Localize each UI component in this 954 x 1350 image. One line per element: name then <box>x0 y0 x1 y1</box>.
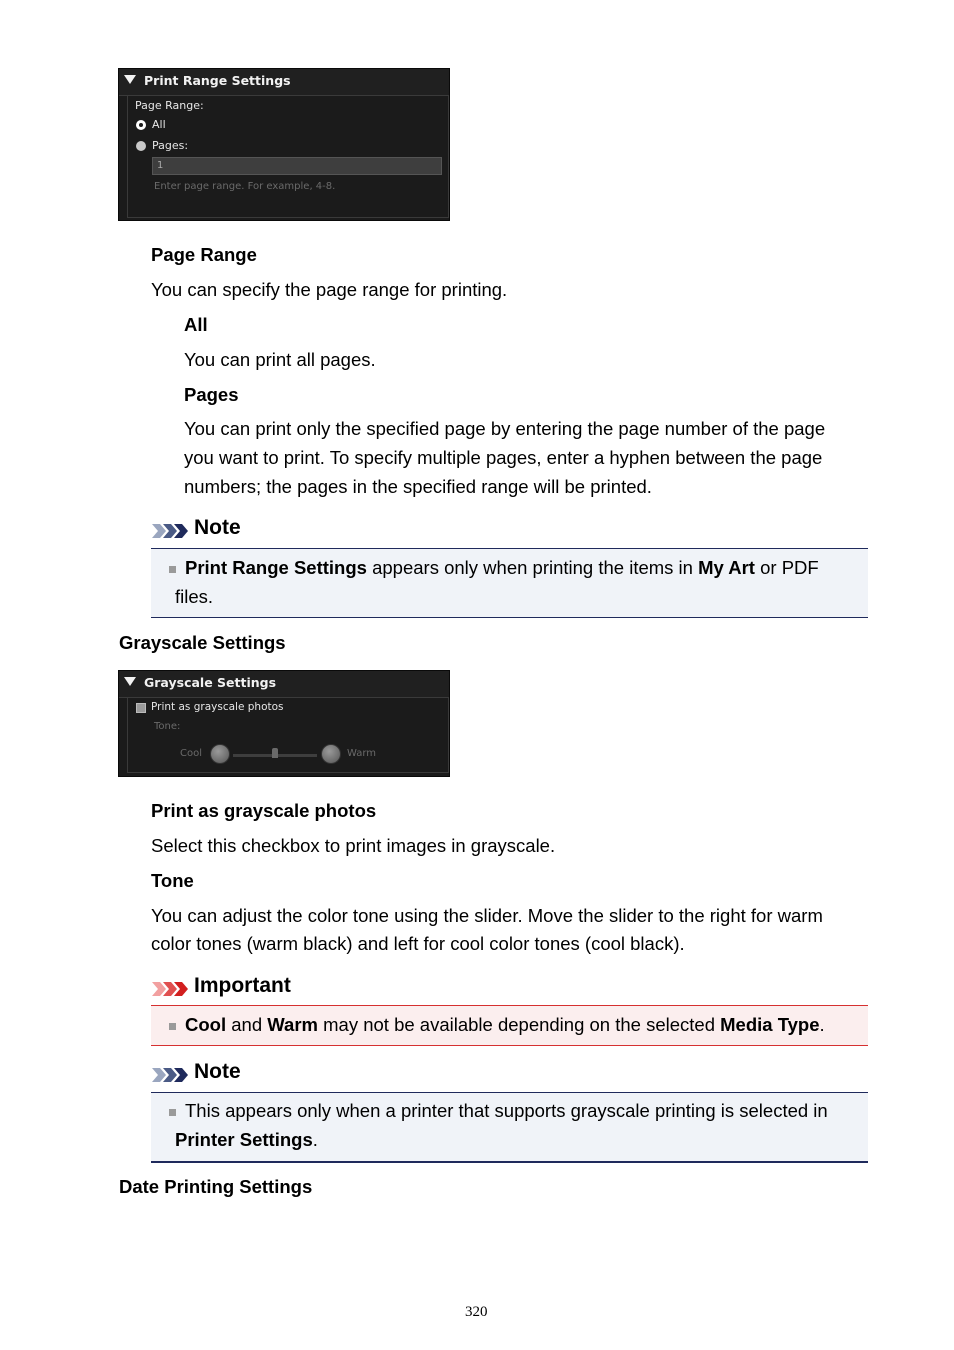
tone-slider-thumb[interactable] <box>272 748 278 758</box>
radio-all-label[interactable]: All <box>152 118 166 131</box>
note2-line2 <box>175 1125 318 1154</box>
note-text-1: appears only when printing the items in <box>366 557 699 578</box>
important-text-1: and <box>226 1014 268 1035</box>
print-range-settings-panel <box>118 68 450 221</box>
all-desc: You can print all pages. <box>184 349 376 370</box>
note-bold-my-art: My Art <box>698 557 755 578</box>
important-bold-media-type: Media Type <box>720 1014 820 1035</box>
note2-text-1: This appears only when a printer that supports grayscale printing is selected in <box>185 1100 828 1121</box>
note-line1 <box>169 553 819 582</box>
note2-text-2: . <box>312 1129 318 1150</box>
pages-desc-line2: you want to print. To specify multiple pages, enter a hyphen between the page <box>184 447 823 468</box>
important-label: Important <box>194 974 291 997</box>
date-printing-settings-heading: Date Printing Settings <box>119 1176 313 1197</box>
note-label: Note <box>194 1060 241 1083</box>
warm-knob-icon[interactable] <box>321 744 341 764</box>
important-bold-warm: Warm <box>267 1014 318 1035</box>
bullet-square-icon <box>169 1109 176 1116</box>
important-bold-cool: Cool <box>185 1014 227 1035</box>
pages-heading: Pages <box>184 384 239 405</box>
grayscale-settings-heading: Grayscale Settings <box>119 632 286 653</box>
collapse-triangle-icon[interactable] <box>124 75 136 84</box>
important-text-2: may not be available depending on the selected <box>317 1014 721 1035</box>
bullet-square-icon <box>169 1023 176 1030</box>
radio-pages-label[interactable]: Pages: <box>152 139 189 152</box>
page-number: 320 <box>465 1304 488 1320</box>
bullet-square-icon <box>169 566 176 573</box>
page-range-hint: Enter page range. For example, 4-8. <box>154 181 336 192</box>
note-arrows-icon <box>152 522 190 540</box>
grayscale-settings-header[interactable] <box>119 671 449 698</box>
print-range-settings-header[interactable] <box>119 69 449 96</box>
note-line2: files. <box>175 586 214 607</box>
tone-desc-line1: You can adjust the color tone using the slider. Move the slider to the right for warm <box>151 905 823 926</box>
radio-all[interactable] <box>136 120 146 130</box>
important-line <box>169 1010 825 1039</box>
note-bold-print-range: Print Range Settings <box>185 557 367 578</box>
radio-pages[interactable] <box>136 141 146 151</box>
tone-desc-line2: color tones (warm black) and left for cool color tones (cool black). <box>151 933 685 954</box>
all-heading: All <box>184 314 208 335</box>
grayscale-checkbox[interactable] <box>136 703 146 713</box>
important-arrows-icon <box>152 980 190 998</box>
print-grayscale-desc: Select this checkbox to print images in grayscale. <box>151 835 556 856</box>
pages-desc-line3: numbers; the pages in the specified range will be printed. <box>184 476 652 497</box>
grayscale-settings-title: Grayscale Settings <box>144 675 277 690</box>
note-text-2: or PDF <box>754 557 819 578</box>
note2-line1 <box>169 1096 828 1125</box>
pages-input[interactable]: 1 <box>152 157 442 175</box>
collapse-triangle-icon[interactable] <box>124 677 136 686</box>
print-grayscale-heading: Print as grayscale photos <box>151 800 377 821</box>
important-text-3: . <box>819 1014 825 1035</box>
grayscale-settings-panel <box>118 670 450 777</box>
page-range-label: Page Range: <box>135 99 204 112</box>
tone-heading: Tone <box>151 870 194 891</box>
warm-label: Warm <box>347 748 377 759</box>
pages-desc-line1: You can print only the specified page by entering the page number of the page <box>184 418 826 439</box>
note-arrows-icon <box>152 1066 190 1084</box>
cool-knob-icon[interactable] <box>210 744 230 764</box>
note2-bold-printer-settings: Printer Settings <box>175 1129 313 1150</box>
note-label: Note <box>194 516 241 539</box>
print-range-settings-title: Print Range Settings <box>144 73 291 88</box>
grayscale-checkbox-label[interactable]: Print as grayscale photos <box>151 701 284 713</box>
page-range-heading: Page Range <box>151 244 257 265</box>
page-range-desc: You can specify the page range for printing. <box>151 279 508 300</box>
cool-label: Cool <box>180 748 202 759</box>
tone-label: Tone: <box>154 721 181 732</box>
